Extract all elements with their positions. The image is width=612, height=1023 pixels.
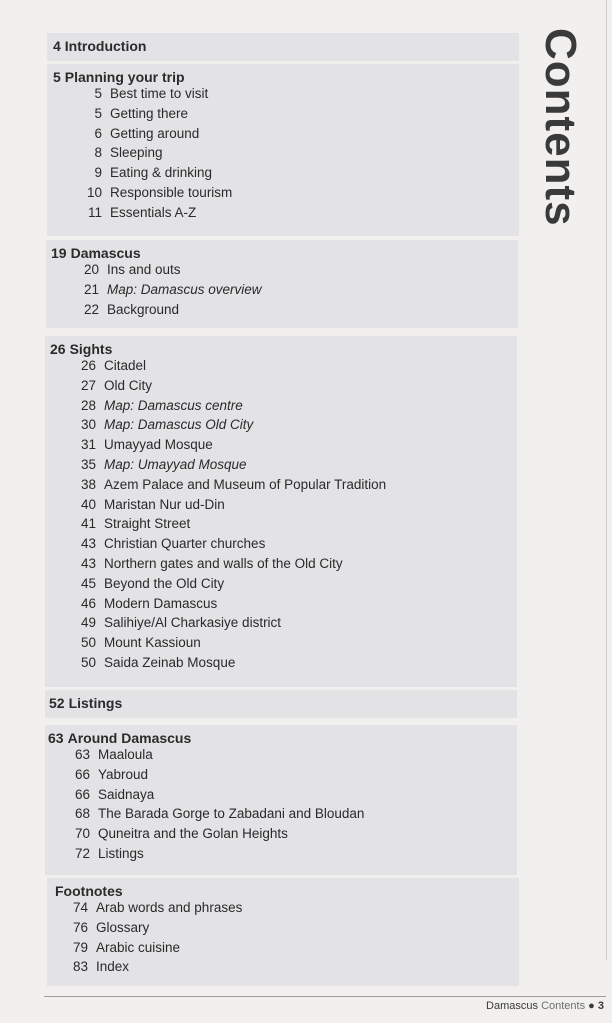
- entry-page-number: 49: [80, 615, 96, 631]
- entry-title: Azem Palace and Museum of Popular Tradition: [104, 476, 387, 492]
- toc-entry: [45, 787, 517, 807]
- toc-section: [47, 64, 519, 236]
- entry-title: Getting around: [110, 125, 200, 141]
- toc-entry: [45, 767, 517, 787]
- entry-page-number: 68: [74, 806, 90, 822]
- toc-entry: [45, 477, 517, 497]
- toc-entry: [45, 358, 517, 378]
- entry-page-number: 79: [72, 939, 88, 955]
- toc-entry: [47, 205, 519, 225]
- footer-divider: [44, 996, 606, 997]
- entry-title: Best time to visit: [110, 86, 209, 101]
- toc-entry: [47, 900, 519, 920]
- toc-entry: [45, 655, 517, 675]
- entry-page-number: 27: [80, 377, 96, 393]
- toc-entry: [45, 378, 517, 398]
- entry-title: Old City: [104, 377, 153, 393]
- entry-title: Yabroud: [98, 766, 149, 782]
- toc-entry: [45, 516, 517, 536]
- entry-title: Map: Damascus Old City: [104, 417, 254, 433]
- entry-page-number: 83: [72, 959, 88, 975]
- toc-entry: [47, 185, 519, 205]
- toc-entry: [45, 635, 517, 655]
- entry-page-number: 9: [94, 165, 102, 181]
- section-heading: [47, 33, 519, 54]
- entry-page-number: 50: [80, 654, 96, 670]
- entry-page-number: 76: [72, 919, 88, 935]
- entry-page-number: 30: [80, 417, 96, 433]
- entry-list: [45, 747, 517, 866]
- section-heading: [45, 725, 517, 746]
- entry-title: Glossary: [96, 919, 150, 935]
- section-title: Introduction: [64, 38, 147, 54]
- toc-entry: [47, 940, 519, 960]
- entry-title: Umayyad Mosque: [104, 437, 213, 453]
- toc-entry: [47, 920, 519, 940]
- page-edge: [606, 0, 610, 960]
- toc-entry: [45, 437, 517, 457]
- entry-title: Arab words and phrases: [96, 900, 243, 915]
- entry-title: Saidnaya: [98, 786, 155, 802]
- entry-title: Background: [107, 301, 180, 317]
- toc-entry: [47, 145, 519, 165]
- footer-book: Damascus: [486, 1000, 538, 1012]
- entry-page-number: 8: [94, 145, 102, 161]
- toc-entry: [45, 846, 517, 866]
- entry-page-number: 28: [80, 397, 96, 413]
- section-page-number: 5: [53, 69, 61, 85]
- toc-entry: [47, 959, 519, 979]
- footer-page-number: 3: [597, 1000, 604, 1012]
- entry-title: Quneitra and the Golan Heights: [98, 826, 288, 842]
- entry-page-number: 50: [80, 635, 96, 651]
- entry-title: Ins and outs: [107, 262, 181, 277]
- page-footer: [486, 1000, 604, 1012]
- toc-section: [45, 336, 517, 687]
- toc-entry: [46, 262, 518, 282]
- entry-page-number: 43: [80, 536, 96, 552]
- entry-page-number: 20: [83, 262, 99, 277]
- entry-title: Mount Kassioun: [104, 635, 201, 651]
- entry-page-number: 21: [83, 281, 99, 297]
- toc-entry: [45, 556, 517, 576]
- section-heading: [46, 240, 518, 261]
- entry-title: Listings: [98, 845, 144, 861]
- section-title: Planning your trip: [64, 69, 185, 85]
- toc-entry: [45, 417, 517, 437]
- entry-page-number: 22: [83, 301, 99, 317]
- toc-section: [45, 725, 517, 875]
- toc-entry: [45, 457, 517, 477]
- toc-entry: [47, 165, 519, 185]
- toc-section: [45, 690, 517, 718]
- entry-page-number: 66: [74, 786, 90, 802]
- entry-page-number: 66: [74, 766, 90, 782]
- toc-entry: [47, 86, 519, 106]
- section-title: Around Damascus: [67, 730, 192, 746]
- toc-entry: [45, 826, 517, 846]
- entry-page-number: 45: [80, 575, 96, 591]
- toc-entry: [45, 497, 517, 517]
- entry-page-number: 40: [80, 496, 96, 512]
- entry-title: Map: Damascus centre: [104, 397, 243, 413]
- entry-page-number: 6: [94, 125, 102, 141]
- entry-list: [47, 86, 519, 225]
- entry-title: Responsible tourism: [110, 184, 233, 200]
- toc-entry: [45, 615, 517, 635]
- entry-title: Citadel: [104, 358, 147, 373]
- toc-entry: [45, 398, 517, 418]
- entry-page-number: 11: [87, 204, 102, 220]
- section-title: Damascus: [70, 245, 141, 261]
- entry-title: Salihiye/Al Charkasiye district: [104, 615, 282, 631]
- toc-entry: [46, 302, 518, 322]
- section-title: Listings: [68, 695, 123, 711]
- entry-title: Maaloula: [98, 747, 153, 762]
- entry-page-number: 46: [80, 595, 96, 611]
- entry-page-number: 26: [80, 358, 96, 373]
- entry-page-number: 74: [72, 900, 88, 915]
- entry-list: [46, 262, 518, 321]
- toc-entry: [45, 747, 517, 767]
- toc-entry: [47, 126, 519, 146]
- entry-page-number: 10: [86, 184, 102, 200]
- toc-section: [47, 878, 519, 986]
- toc-section: [46, 240, 518, 328]
- entry-title: Map: Umayyad Mosque: [104, 456, 247, 472]
- section-page-number: 26: [50, 341, 66, 357]
- entry-page-number: 72: [74, 845, 90, 861]
- toc-entry: [45, 576, 517, 596]
- page-title: Contents: [536, 28, 585, 227]
- section-heading: [47, 878, 519, 899]
- section-title: Footnotes: [55, 883, 123, 899]
- entry-title: Modern Damascus: [104, 595, 218, 611]
- section-heading: [45, 690, 517, 711]
- entry-title: Arabic cuisine: [96, 939, 181, 955]
- toc-entry: [45, 596, 517, 616]
- entry-title: Maristan Nur ud-Din: [104, 496, 225, 512]
- entry-title: Index: [96, 959, 130, 975]
- entry-list: [47, 900, 519, 979]
- section-page-number: 52: [49, 695, 65, 711]
- entry-page-number: 5: [94, 86, 102, 101]
- footer-bullet: ●: [588, 1000, 595, 1012]
- entry-title: Christian Quarter churches: [104, 536, 266, 552]
- entry-page-number: 5: [94, 105, 102, 121]
- entry-title: Straight Street: [104, 516, 191, 532]
- section-heading: [45, 336, 517, 357]
- section-heading: [47, 64, 519, 85]
- toc-section: [47, 33, 519, 61]
- section-title: Sights: [69, 341, 113, 357]
- entry-title: Eating & drinking: [110, 165, 213, 181]
- entry-page-number: 31: [80, 437, 96, 453]
- toc-entry: [45, 806, 517, 826]
- entry-title: Northern gates and walls of the Old City: [104, 555, 343, 571]
- entry-title: Essentials A-Z: [110, 204, 197, 220]
- entry-title: Sleeping: [110, 145, 163, 161]
- footer-section: Contents: [541, 1000, 586, 1012]
- toc-entry: [47, 106, 519, 126]
- entry-title: Map: Damascus overview: [107, 281, 262, 297]
- entry-page-number: 41: [80, 516, 96, 532]
- section-page-number: 63: [48, 730, 64, 746]
- entry-page-number: 38: [80, 476, 96, 492]
- entry-page-number: 43: [80, 555, 96, 571]
- entry-title: The Barada Gorge to Zabadani and Bloudan: [98, 806, 365, 822]
- entry-title: Getting there: [110, 105, 189, 121]
- entry-page-number: 70: [74, 826, 90, 842]
- toc-entry: [45, 536, 517, 556]
- entry-title: Saida Zeinab Mosque: [104, 654, 236, 670]
- entry-list: [45, 358, 517, 675]
- section-page-number: 19: [51, 245, 67, 261]
- entry-title: Beyond the Old City: [104, 575, 225, 591]
- entry-page-number: 63: [74, 747, 90, 762]
- toc-entry: [46, 282, 518, 302]
- section-page-number: 4: [53, 38, 61, 54]
- entry-page-number: 35: [80, 456, 96, 472]
